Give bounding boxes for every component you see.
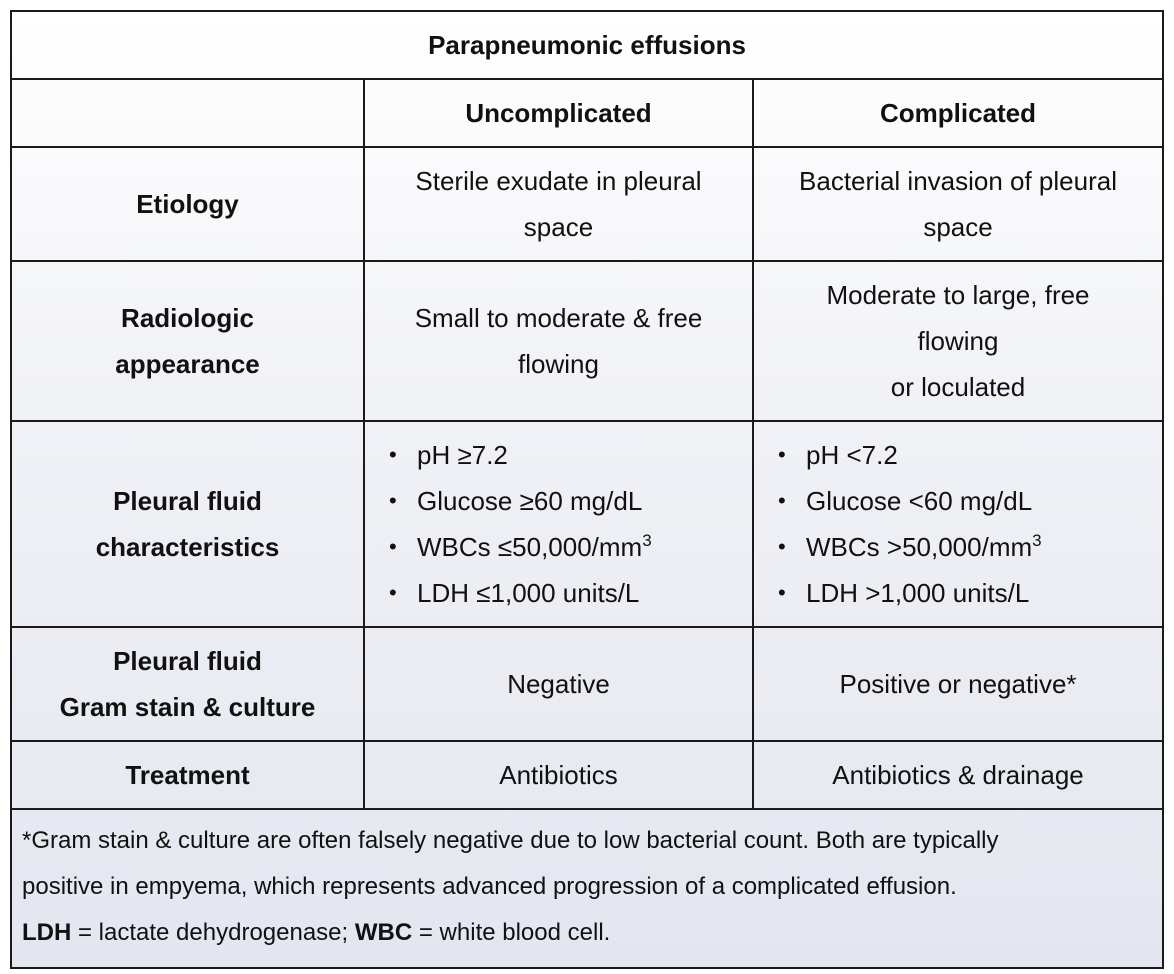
bullet-icon: • bbox=[389, 442, 397, 467]
etiology-label: Etiology bbox=[12, 147, 364, 261]
radiologic-complicated-line3: or loculated bbox=[890, 372, 1026, 402]
fluid-label-line1: Pleural fluid bbox=[113, 486, 262, 516]
radiologic-uncomplicated-line1: Small to moderate & free bbox=[414, 303, 703, 333]
etiology-complicated bbox=[753, 147, 1162, 261]
fluid-complicated-list bbox=[754, 432, 1162, 616]
fluid-uncomplicated-list bbox=[365, 432, 752, 616]
header-uncomplicated: Uncomplicated bbox=[364, 79, 753, 147]
row-radiologic bbox=[12, 261, 1162, 421]
list-item: • Glucose ≥60 mg/dL bbox=[387, 478, 752, 524]
header-complicated: Complicated bbox=[753, 79, 1162, 147]
list-item: • WBCs $\le 50,000/mm^3$ bbox=[387, 524, 752, 570]
radiologic-complicated-line1: Moderate to large, free bbox=[826, 280, 1090, 310]
list-item: • WBCs $>50,000/mm^3$ bbox=[776, 524, 1162, 570]
comparison-table bbox=[12, 12, 1162, 967]
footnote-abbreviations bbox=[22, 910, 1152, 956]
radiologic-label bbox=[12, 261, 364, 421]
footnote-row bbox=[12, 809, 1162, 967]
list-item: • pH <7.2 bbox=[776, 432, 1162, 478]
list-item: • LDH ≤1,000 units/L bbox=[387, 570, 752, 616]
footnote-line1: *Gram stain & culture are often falsely negative due to low bacterial count. Both are typically bbox=[22, 827, 999, 854]
radiologic-uncomplicated bbox=[364, 261, 753, 421]
bullet-icon: • bbox=[389, 580, 397, 605]
gram-label-line2: Gram stain & culture bbox=[59, 692, 316, 722]
bullet-icon: • bbox=[389, 488, 397, 513]
etiology-complicated-line1: Bacterial invasion of pleural bbox=[799, 166, 1117, 196]
gram-label-line1: Pleural fluid bbox=[113, 646, 262, 676]
fluid-label-line2: characteristics bbox=[95, 532, 280, 562]
radiologic-complicated bbox=[753, 261, 1162, 421]
radiologic-label-line2: appearance bbox=[115, 349, 260, 379]
gram-label bbox=[12, 627, 364, 741]
footnote-line2: positive in empyema, which represents advanced progression of a complicated effusion. bbox=[22, 873, 957, 900]
treatment-complicated: Antibiotics & drainage bbox=[753, 741, 1162, 809]
treatment-label: Treatment bbox=[12, 741, 364, 809]
exponent: 3 bbox=[1032, 531, 1042, 550]
bullet-icon: • bbox=[778, 534, 786, 559]
header-row bbox=[12, 79, 1162, 147]
fluid-uncomplicated bbox=[364, 421, 753, 627]
abbr-ldh: LDH bbox=[22, 919, 72, 946]
gram-complicated: Positive or negative* bbox=[753, 627, 1162, 741]
etiology-complicated-line2: space bbox=[923, 212, 993, 242]
etiology-uncomplicated-line1: Sterile exudate in pleural bbox=[415, 166, 702, 196]
list-item: • LDH >1,000 units/L bbox=[776, 570, 1162, 616]
radiologic-uncomplicated-line2: flowing bbox=[518, 349, 599, 379]
fluid-complicated bbox=[753, 421, 1162, 627]
list-item: • pH ≥7.2 bbox=[387, 432, 752, 478]
list-item: • Glucose <60 mg/dL bbox=[776, 478, 1162, 524]
header-blank-cell bbox=[12, 79, 364, 147]
abbr-wbc: WBC bbox=[354, 919, 413, 946]
row-gram-stain bbox=[12, 627, 1162, 741]
bullet-icon: • bbox=[778, 488, 786, 513]
footnote bbox=[12, 809, 1162, 967]
exponent: 3 bbox=[642, 531, 652, 550]
treatment-uncomplicated: Antibiotics bbox=[364, 741, 753, 809]
fluid-label bbox=[12, 421, 364, 627]
row-fluid-characteristics bbox=[12, 421, 1162, 627]
radiologic-complicated-line2: flowing bbox=[917, 326, 999, 356]
gram-uncomplicated: Negative bbox=[364, 627, 753, 741]
table-title: Parapneumonic effusions bbox=[12, 12, 1162, 79]
radiologic-label-line1: Radiologic bbox=[121, 303, 254, 333]
bullet-icon: • bbox=[778, 580, 786, 605]
etiology-uncomplicated bbox=[364, 147, 753, 261]
row-etiology bbox=[12, 147, 1162, 261]
row-treatment bbox=[12, 741, 1162, 809]
etiology-uncomplicated-line2: space bbox=[523, 212, 594, 242]
abbr-wbc-def: = white blood cell. bbox=[412, 919, 611, 946]
title-row bbox=[12, 12, 1162, 79]
abbr-ldh-def: = lactate dehydrogenase; bbox=[71, 919, 355, 946]
bullet-icon: • bbox=[778, 442, 786, 467]
bullet-icon: • bbox=[389, 534, 397, 559]
parapneumonic-table bbox=[10, 10, 1164, 969]
